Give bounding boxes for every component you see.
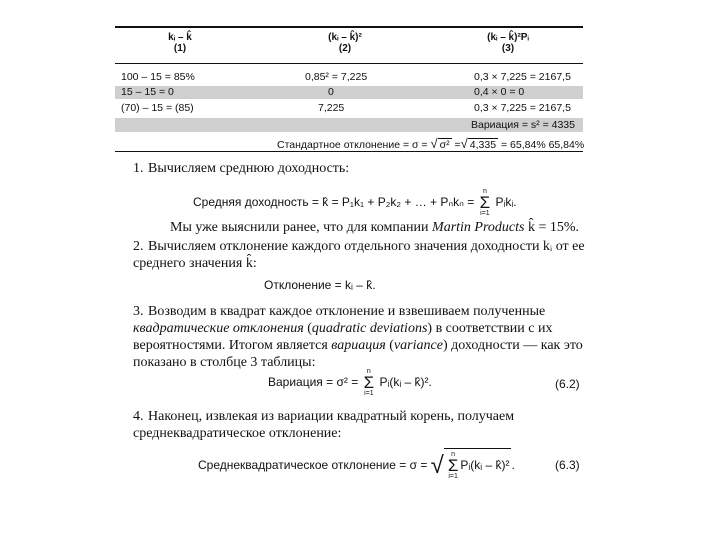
paren: ( <box>307 321 312 336</box>
equation-number-6-3: (6.3) <box>555 458 580 472</box>
sum-sign: n Σ i=1 <box>479 188 491 217</box>
sum-sign: n Σ i=1 <box>447 451 459 480</box>
step-3 <box>133 303 585 371</box>
step-text: Наконец, извлекая из вариации квадратный корень, получаем среднеквадратическое отклонение: <box>133 409 515 441</box>
note-martin-products <box>170 219 590 236</box>
table-cell: 0,3 × 7,225 = 2167,5 <box>474 102 571 114</box>
formula-mean-return <box>193 188 517 218</box>
sum-lower: i=1 <box>364 390 374 397</box>
header-expr: (kᵢ – k̂)² <box>328 32 362 43</box>
header-expr: (kᵢ – k̂)²Pᵢ <box>487 32 529 43</box>
header-colnum: (2) <box>338 43 352 54</box>
formula-left: Вариация = σ² = <box>268 375 359 390</box>
step-text: Вычисляем отклонение каждого отдельного значения доходности kᵢ от ее среднего значения k̂: <box>133 239 585 271</box>
table-cell: 0 <box>328 86 334 98</box>
step-number: 4. <box>133 409 144 424</box>
header-col2 <box>270 32 420 54</box>
step-4 <box>133 408 585 442</box>
header-expr: kᵢ – k̂ <box>168 32 192 43</box>
term-quadratic-deviations-ru: квадратические отклонения <box>133 321 304 336</box>
term-variance-ru: вариация <box>331 338 386 353</box>
step-text: ) доходности — как это показано в столбце 3 таблицы: <box>133 338 583 370</box>
table-top-rule <box>115 26 583 28</box>
term-quadratic-deviations-en: quadratic deviations <box>311 321 428 336</box>
variance-value: Вариация = s² = 4335 <box>471 119 575 131</box>
step-number: 2. <box>133 239 144 254</box>
table-cell: 15 – 15 = 0 <box>121 86 174 98</box>
std-deviation-line: Стандартное отклонение = σ = √ σ² =√ 4,335 = 65,84% 65,84% <box>277 136 585 151</box>
sqrt-content <box>444 448 515 481</box>
note-suffix: k̂ = 15%. <box>527 220 580 235</box>
sum-upper: n <box>451 451 456 458</box>
sum-lower: i=1 <box>480 210 490 217</box>
formula-right: Pᵢ(kᵢ – k̂)². <box>379 375 432 390</box>
header-colnum: (1) <box>173 43 187 54</box>
sum-upper: n <box>366 368 371 375</box>
sum-lower: i=1 <box>448 473 458 480</box>
step-number: 3. <box>133 304 144 319</box>
note-company: Martin Products <box>432 220 525 235</box>
header-col3 <box>433 32 583 54</box>
formula-left: Среднеквадратическое отклонение = σ = <box>198 458 428 473</box>
header-col1 <box>105 32 255 54</box>
formula-right: Pᵢkᵢ. <box>495 195 517 210</box>
sum-sign: n Σ i=1 <box>363 368 375 397</box>
std-result: = 65,84% 65,84% <box>501 139 585 151</box>
formula-end: . <box>511 458 515 473</box>
table-cell: 0,3 × 7,225 = 2167,5 <box>474 71 571 83</box>
step-text: Возводим в квадрат каждое отклонение и взвешиваем полученные <box>148 304 546 319</box>
formula-variance <box>268 368 432 398</box>
step-number: 1. <box>133 161 144 176</box>
table-header-rule <box>115 63 583 64</box>
table-cell: 0,85² = 7,225 <box>305 71 368 83</box>
table-cell: 100 – 15 = 85% <box>121 71 195 83</box>
step-text: ) в соответствии с их вероятностями. Итогом является <box>133 321 553 353</box>
sum-upper: n <box>482 188 487 195</box>
formula-left: Средняя доходность = k̂ = P₁k₁ + P₂k₂ + … + Pₙkₙ = <box>193 195 475 210</box>
step-1 <box>133 160 585 177</box>
paren: ( <box>389 338 394 353</box>
header-colnum: (3) <box>501 43 515 54</box>
std-sqrt-sigma: σ² <box>439 139 450 151</box>
table-cell: 7,225 <box>318 102 345 114</box>
equation-number-6-2: (6.2) <box>555 377 580 391</box>
term-variance-en: variance <box>393 338 443 353</box>
std-label: Стандартное отклонение = σ = <box>277 139 428 151</box>
formula-std-deviation: Среднеквадратическое отклонение = σ = √ n Σ i=1Pᵢ(kᵢ – k̂)² . <box>198 448 515 481</box>
note-prefix: Мы уже выяснили ранее, что для компании <box>170 220 429 235</box>
formula-right: Pᵢ(kᵢ – k̂)² <box>460 458 510 473</box>
table-cell: (70) – 15 = (85) <box>121 102 194 114</box>
table-cell: 0,4 × 0 = 0 <box>474 86 525 98</box>
step-text: Вычисляем среднюю доходность: <box>148 161 350 176</box>
formula-deviation: Отклонение = kᵢ – k̂. <box>264 278 376 292</box>
std-sqrt-value: 4,335 <box>469 139 497 151</box>
table-bottom-rule <box>115 151 583 152</box>
step-2 <box>133 238 585 272</box>
